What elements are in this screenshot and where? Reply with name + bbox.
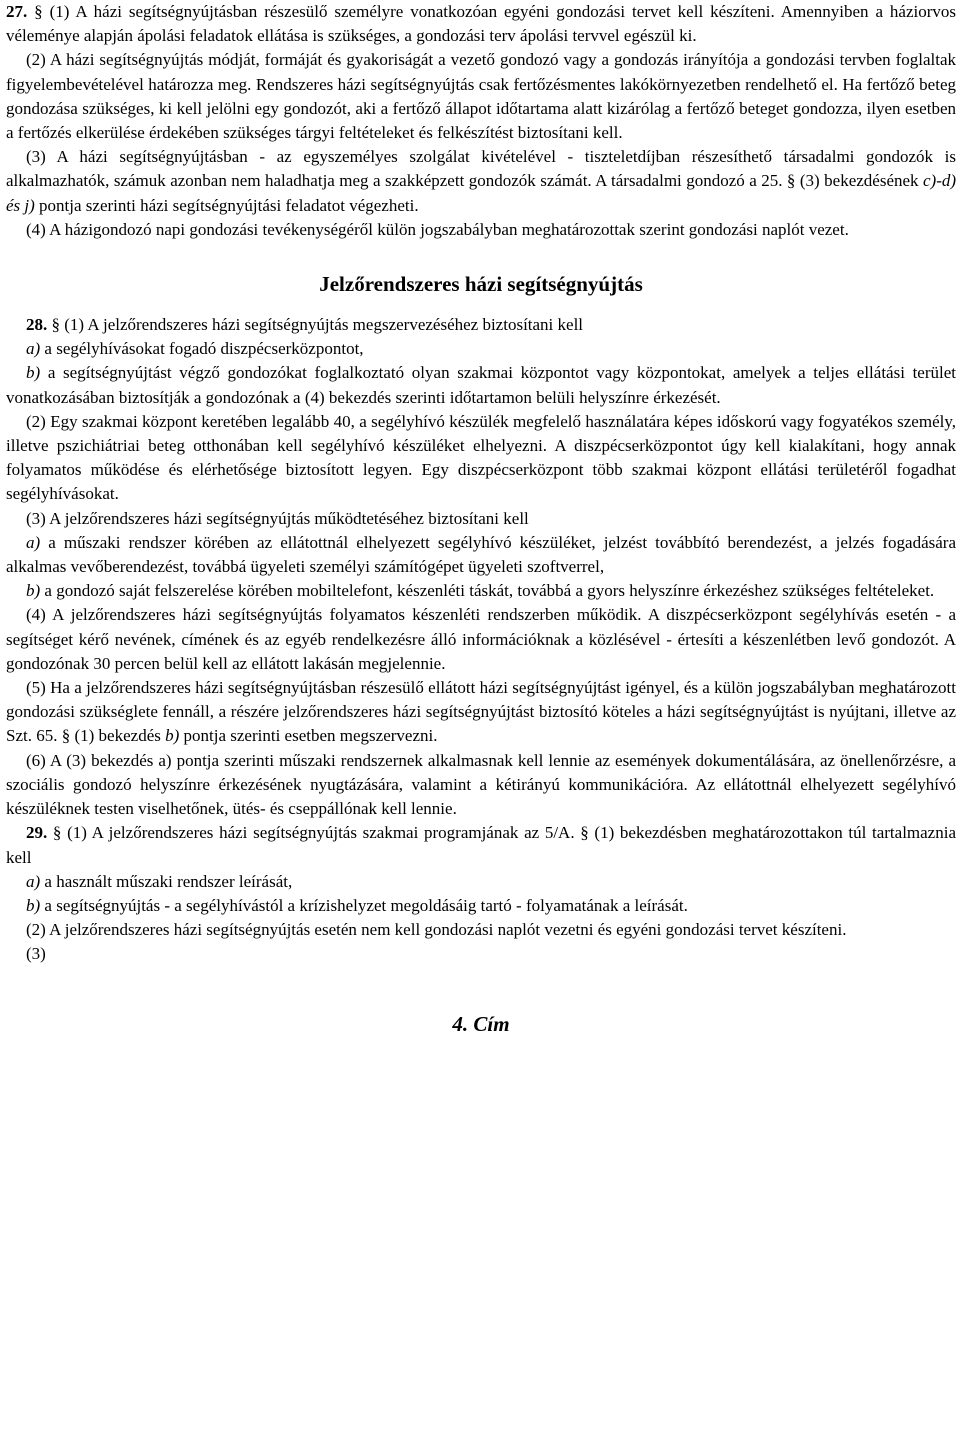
s28-para-6: (6) A (3) bekezdés a) pontja szerinti műszaki rendszernek alkalmasnak kell lennie az események dokumentálására, az önellenőrzésre, a szociális gondozó helyszínre érkezésének nyugtázására, valamint a kétirányú kommunikációra. Az ellátottnál elhelyezett segélyhívó készüléknek testen viselhetőnek, ütés- és cseppállónak kell lennie.	[6, 750, 956, 819]
s29-item-a: a) a használt műszaki rendszer leírását,	[26, 871, 293, 891]
s28-para-2: (2) Egy szakmai központ keretében legalább 40, a segélyhívó készülék megfelelő használatára képes időskorú vagy fogyatékos személy, illetve pszichiátriai beteg otthonában kell segélyhívó készüléket elhelyezni. A diszpécserközpontot úgy kell kialakítani, hogy annak folyamatos működése és elérhetősége biztosított legyen. Egy diszpécserközpont több szakmai központ ellátási területéről fogadhat segélyhívásokat.	[6, 411, 956, 504]
s27-para-4: (4) A házigondozó napi gondozási tevékenységéről külön jogszabályban meghatározottak szerint gondozási naplót vezet.	[26, 219, 849, 239]
section-sign: §	[61, 726, 71, 746]
chapter-title: 4. Cím	[452, 1011, 510, 1036]
s29-para-2: (2) A jelzőrendszeres házi segítségnyújtás esetén nem kell gondozási naplót vezetni és egyéni gondozási tervet készíteni.	[26, 920, 847, 940]
s28-para-3-item-b: b) a gondozó saját felszerelése körében mobiltelefont, készenléti táskát, továbbá a gyors helyszínre érkezéshez szükséges feltételeket.	[26, 581, 935, 601]
s28-para-3-item-a: a) a műszaki rendszer körében az ellátottnál elhelyezett segélyhívó készüléket, jelzést továbbító berendezést, a jelzés fogadására alkalmas vevőberendezést, továbbá ügyeleti személyi számítógépet ügyeleti szoftverrel,	[6, 532, 957, 577]
s27-para-1-text: (1) A házi segítségnyújtásban részesülő személyre vonatkozóan egyéni gondozási tervet kell készíteni. Amennyiben a háziorvos véleménye alapján ápolási feladatok ellátása is szükséges, a gondozási terv ápolási tervvel egészül ki.	[6, 2, 957, 46]
s28-number: 28.	[26, 315, 48, 335]
s28-para-4: (4) A jelzőrendszeres házi segítségnyújtás folyamatos készenléti rendszerben működik. A diszpécserközpont segélyhívás esetén - a segítséget kérő nevének, címének és az egyéb rendelkezésre álló információknak a közlésével - értesíti a készenlétben levő gondozót. A gondozónak 30 percen belül kell az ellátott lakásán megjelennie.	[6, 605, 956, 673]
s27-number: 27.	[6, 2, 28, 21]
section-sign: §	[786, 171, 796, 191]
s27-para-1	[6, 0, 956, 48]
document-page	[6, 0, 956, 1037]
section-heading: Jelzőrendszeres házi segítségnyújtás	[319, 272, 643, 297]
s28-item-b: b) a segítségnyújtást végző gondozókat foglalkoztató olyan szakmai központot vagy központokat, amelyek a teljes ellátási terület vonatkozásában biztosítják a gondozónak a (4) bekezdés szerinti időtartamon belüli helyszínre érkezését.	[6, 363, 956, 407]
s28-para-5: (5) Ha a jelzőrendszeres házi segítségnyújtásban részesülő ellátott házi segítségnyújtást igényel, és a külön jogszabályban meghatározott gondozási szükséglete fennáll, a részére jelzőrendszeres házi segítségnyújtást biztosító köteles a házi segítségnyújtást is nyújtani, illetve az Szt. 65. § (1) bekezdés b) pontja szerinti esetben megszervezni.	[6, 678, 956, 746]
s29-item-b: b) a segítségnyújtás - a segélyhívástól a krízishelyzet megoldásáig tartó - folyamatának a leírását.	[26, 895, 688, 915]
s28-para-1: 28. § (1) A jelzőrendszeres házi segítségnyújtás megszervezéséhez biztosítani kell	[26, 315, 584, 335]
s29-number: 29.	[26, 823, 48, 843]
section-sign: §	[51, 315, 60, 335]
s27-para-2: (2) A házi segítségnyújtás módját, formáját és gyakoriságát a vezető gondozó vagy a gondozás irányítója a gondozási tervben foglaltak figyelembevételével határozza meg. Rendszeres házi segítségnyújtás csak fertőzésmentes lakókörnyezetben rendelhető el. Ha fertőző beteg gondozása szükséges, ki kell jelölni egy gondozót, aki a fertőző állapot időtartama alatt kizárólag a fertőző beteget gondozza, ilyen esetben a fertőzés elkerülése érdekében szükséges tárgyi feltételeket és felkészítést biztosítani kell.	[6, 50, 956, 143]
s29-para-3: (3)	[26, 944, 46, 964]
section-sign: §	[34, 2, 43, 21]
s29-para-1: 29. § (1) A jelzőrendszeres házi segítségnyújtás szakmai programjának az 5/A. § (1) bekezdésben meghatározottakon túl tartalmaznia kell	[6, 823, 956, 867]
s27-para-3: (3) A házi segítségnyújtásban - az egyszemélyes szolgálat kivételével - tiszteletdíjban részesíthető társadalmi gondozók is alkalmazhatók, számuk azonban nem haladhatja meg a szakképzett gondozók számát. A társadalmi gondozó a 25. § (3) bekezdésének c)-d) és j) pontja szerinti házi segítségnyújtási feladatot végezheti.	[6, 147, 957, 215]
s28-para-3: (3) A jelzőrendszeres házi segítségnyújtás működtetéséhez biztosítani kell	[26, 508, 529, 528]
s28-item-a: a) a segélyhívásokat fogadó diszpécserközpontot,	[26, 339, 364, 359]
section-sign: §	[52, 823, 62, 843]
section-sign: §	[580, 823, 589, 843]
